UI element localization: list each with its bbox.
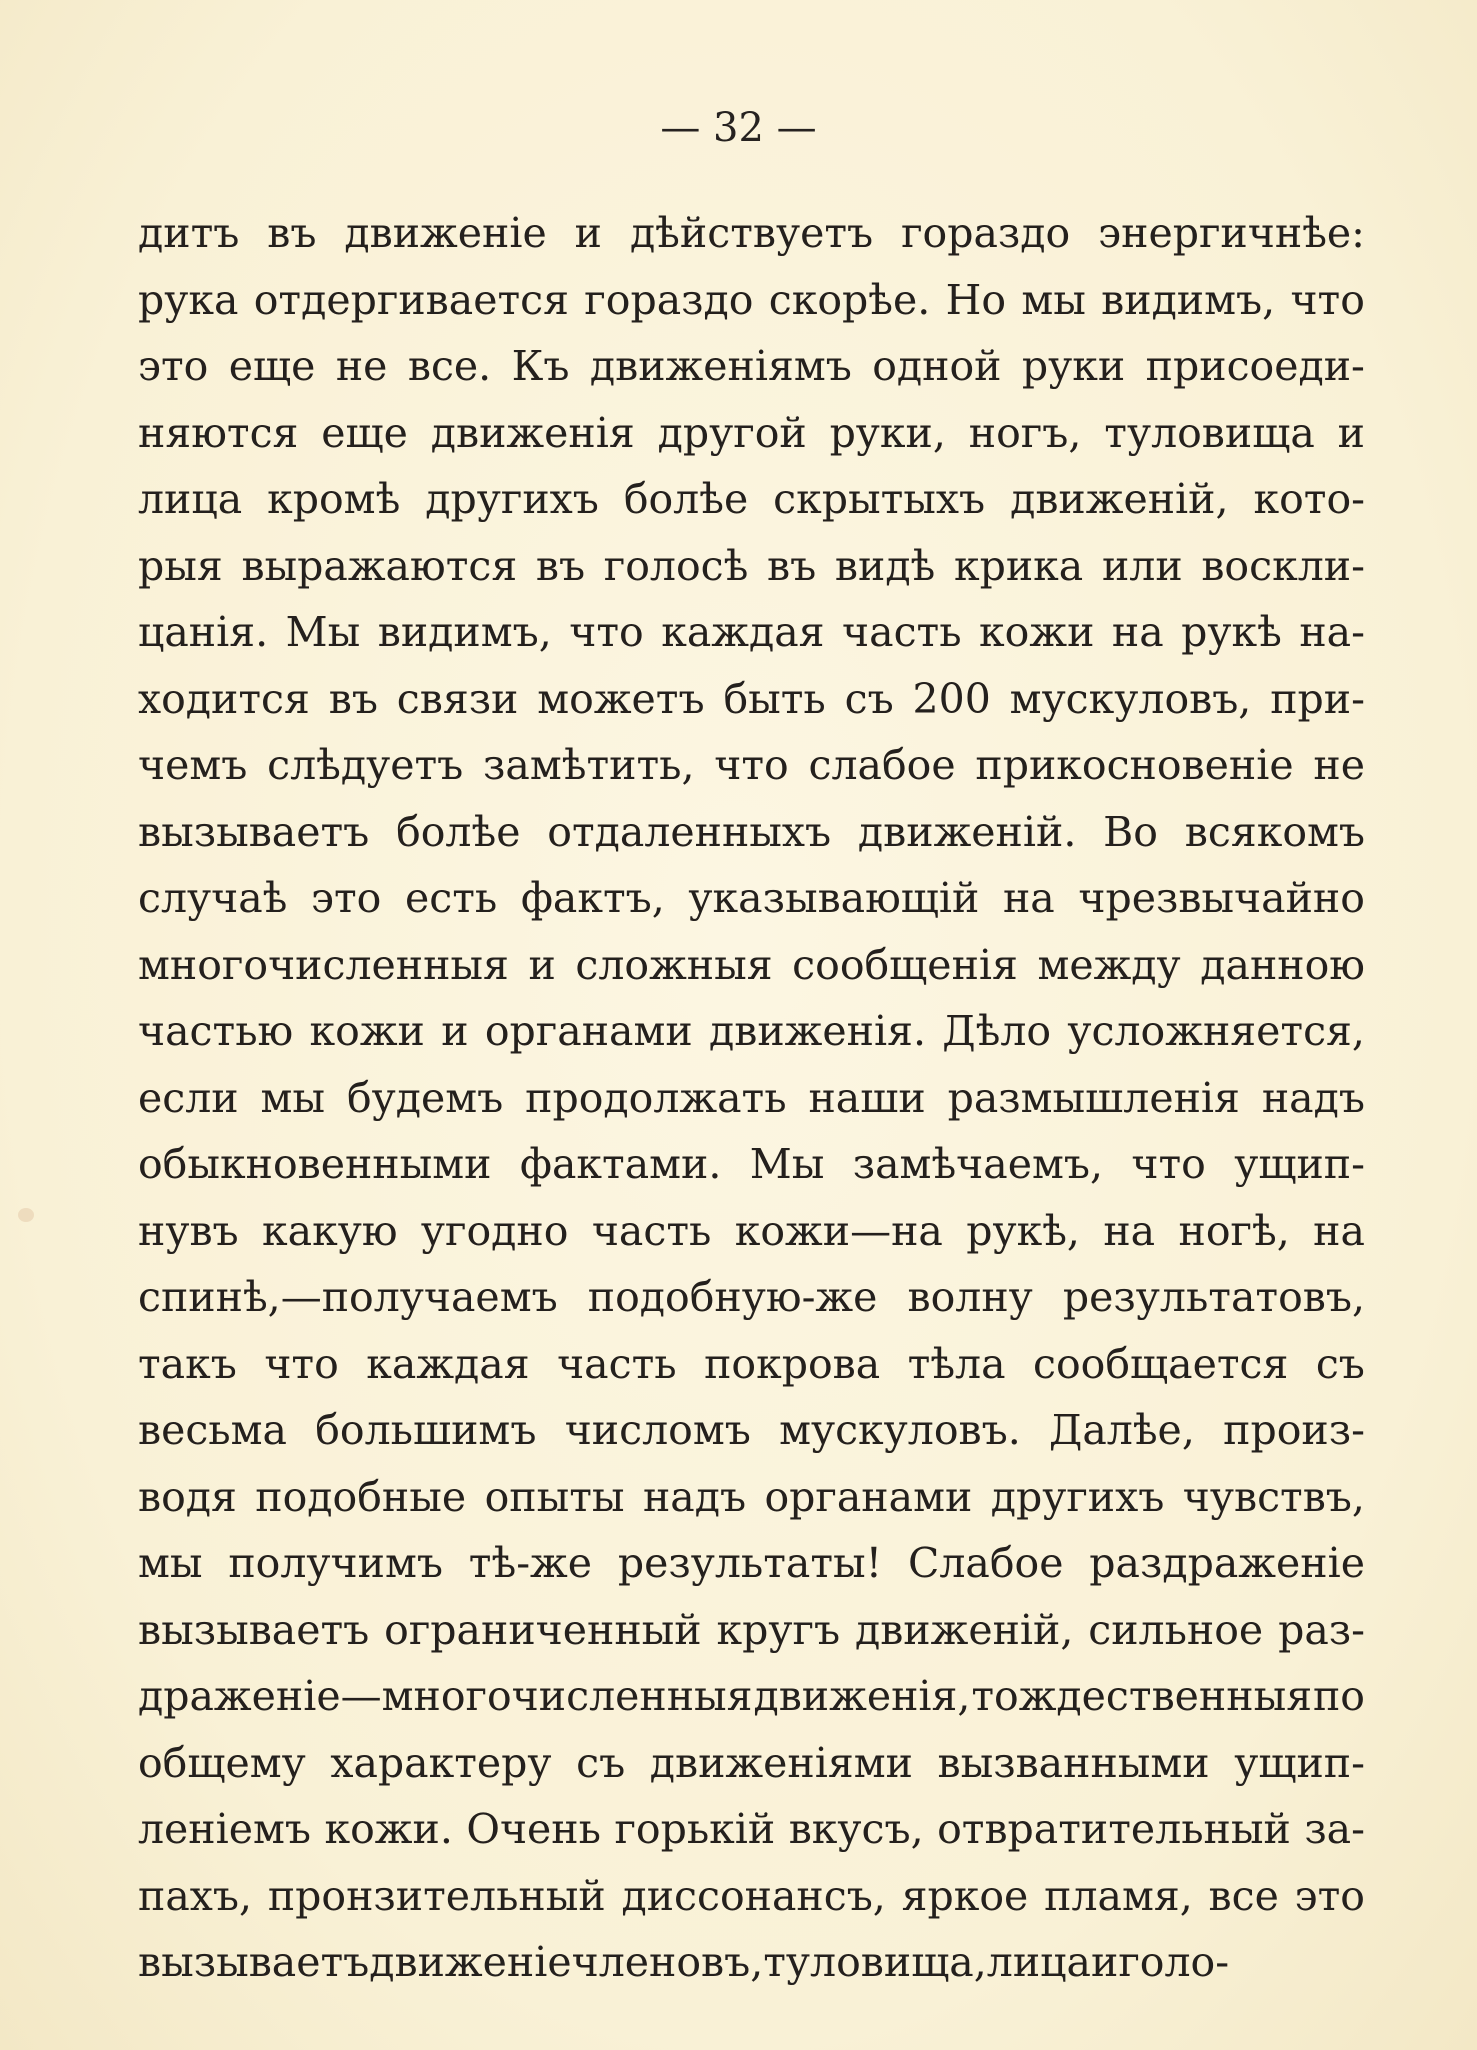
text-line: рука отдергивается гораздо скорѣе. Но мы видимъ, что bbox=[138, 275, 1365, 324]
text-line: вызываетъ болѣе отдаленныхъ движеній. Во всякомъ bbox=[138, 807, 1365, 856]
text-line: лица кромѣ другихъ болѣе скрытыхъ движеній, кото- bbox=[138, 475, 1365, 523]
body-text bbox=[138, 200, 1365, 1996]
text-line: это еще не все. Къ движеніямъ одной руки присоеди- bbox=[138, 342, 1365, 390]
text-line: леніемъ кожи. Очень горькій вкусъ, отвратительный за- bbox=[138, 1805, 1365, 1853]
text-line: няются еще движенія другой руки, ногъ, туловища и bbox=[138, 408, 1365, 457]
page-number: — 32 — bbox=[660, 105, 817, 151]
text-line: пахъ, пронзительный диссонансъ, яркое пламя, все это bbox=[138, 1871, 1365, 1920]
text-line: нувъ какую угодно часть кожи—на рукѣ, на ногѣ, на bbox=[138, 1206, 1365, 1255]
text-line: водя подобные опыты надъ органами другихъ чувствъ, bbox=[138, 1472, 1365, 1521]
text-line: мы получимъ тѣ-же результаты! Слабое раздраженіе bbox=[138, 1539, 1365, 1587]
text-line: рыя выражаются въ голосѣ въ видѣ крика или воскли- bbox=[138, 541, 1365, 590]
text-line: дитъ въ движеніе и дѣйствуетъ гораздо энергичнѣе: bbox=[138, 209, 1365, 257]
text-line: вызываетъ движеніе членовъ, туловища, лица и голо- bbox=[138, 1938, 1230, 1986]
text-line: если мы будемъ продолжать наши размышленія надъ bbox=[138, 1073, 1365, 1122]
text-line: многочисленныя и сложныя сообщенія между данною bbox=[138, 940, 1365, 989]
text-line: такъ что каждая часть покрова тѣла сообщается съ bbox=[138, 1339, 1365, 1388]
text-line: весьма большимъ числомъ мускуловъ. Далѣе, произ- bbox=[138, 1406, 1365, 1454]
text-line: драженіе—многочисленныя движенія, тождественныя по bbox=[138, 1672, 1365, 1720]
text-line: случаѣ это есть фактъ, указывающій на чрезвычайно bbox=[138, 874, 1365, 922]
text-line: чемъ слѣдуетъ замѣтить, что слабое прикосновеніе не bbox=[138, 741, 1365, 789]
text-line: вызываетъ ограниченный кругъ движеній, сильное раз- bbox=[138, 1605, 1365, 1654]
text-line: общему характеру съ движеніями вызванными ущип- bbox=[138, 1738, 1365, 1787]
text-line: цанія. Мы видимъ, что каждая часть кожи на рукѣ на- bbox=[138, 608, 1365, 656]
paper-stain bbox=[18, 1208, 34, 1222]
text-line: спинѣ,—получаемъ подобную-же волну результатовъ, bbox=[138, 1273, 1365, 1321]
text-line: частью кожи и органами движенія. Дѣло усложняется, bbox=[138, 1007, 1365, 1055]
text-line: обыкновенными фактами. Мы замѣчаемъ, что ущип- bbox=[138, 1140, 1365, 1188]
text-line: ходится въ связи можетъ быть съ 200 мускуловъ, при- bbox=[138, 674, 1365, 723]
